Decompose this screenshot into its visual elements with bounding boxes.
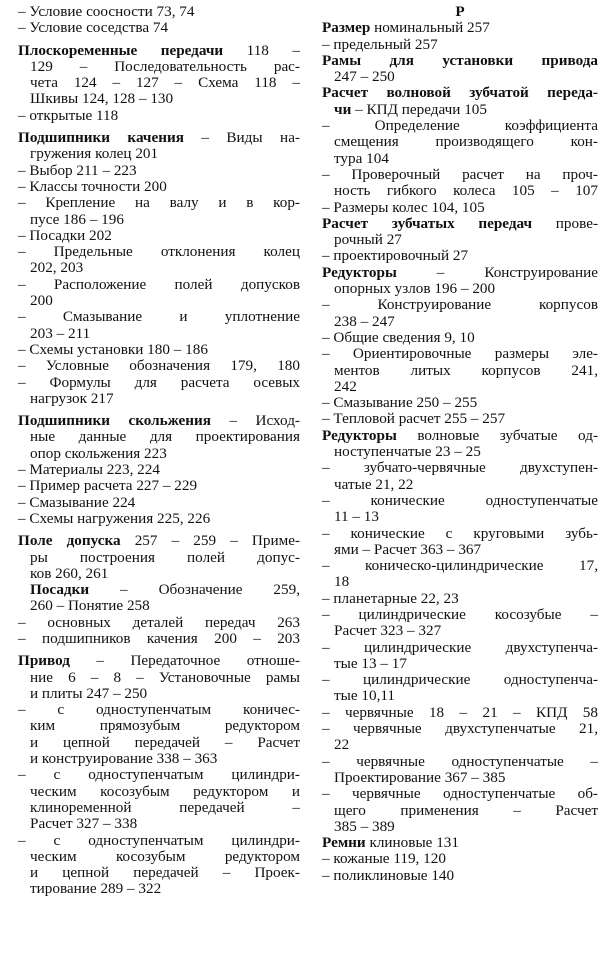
index-line [322, 656, 598, 672]
index-entry-text: – цилиндрические одноступенча- [322, 672, 598, 689]
index-entry-text: – Виды на- [183, 130, 300, 147]
index-entry-text: – с одноступенчатым коничес- [18, 702, 300, 719]
index-line [322, 460, 598, 476]
index-entry-text: 247 – 250 [334, 69, 395, 86]
index-line [322, 786, 598, 802]
index-line [18, 751, 300, 767]
index-entry-text: Проектирование 367 – 385 [334, 769, 506, 786]
index-line [18, 533, 300, 549]
index-heading-term: Плоскоременные передачи [18, 42, 224, 59]
index-entry-text: – конические с круговыми зубь- [322, 525, 598, 542]
index-entry-text: 257 – 259 – Приме- [120, 533, 300, 550]
index-column-right [322, 4, 598, 884]
index-entry-text: – Тепловой расчет 255 – 257 [322, 411, 506, 428]
index-line [322, 151, 598, 167]
index-heading-term: Подшипники качения [18, 130, 184, 147]
index-entry-text: клиноременной передачей – [30, 799, 300, 816]
index-line [18, 511, 300, 527]
index-entry-text: 202, 203 [30, 260, 84, 277]
index-entry-text: 18 [334, 574, 350, 591]
index-line [18, 293, 300, 309]
index-line [18, 179, 300, 195]
index-entry-text: – проектировочный 27 [322, 248, 469, 265]
index-entry-text: клиновые 131 [365, 835, 459, 852]
index-entry-text: – Обозначение 259, [89, 582, 300, 599]
index-entry-text: и плиты 247 – 250 [30, 685, 148, 702]
index-line [322, 574, 598, 590]
index-entry-text: – Проверочный расчет на проч- [322, 166, 598, 183]
index-line [18, 849, 300, 865]
index-entry-text: – кожаные 119, 120 [322, 851, 446, 868]
index-line [18, 550, 300, 566]
index-entry-text: нагрузок 217 [30, 390, 114, 407]
index-entry-text: 11 – 13 [334, 509, 379, 526]
index-entry-text: ность гибкого колеса 105 – 107 [334, 183, 598, 200]
index-line [18, 462, 300, 478]
index-heading-term: Подшипники скольжения [18, 413, 211, 430]
index-entry-text: – червячные 18 – 21 – КПД 58 [322, 704, 598, 721]
index-line [322, 346, 598, 362]
index-line [322, 216, 598, 232]
index-entry-text: ноступенчатые 23 – 25 [334, 444, 481, 461]
index-heading-term: чи [334, 101, 352, 118]
index-line [18, 212, 300, 228]
index-line [18, 653, 300, 669]
index-line [18, 686, 300, 702]
index-entry-text: – Размеры колес 104, 105 [322, 199, 485, 216]
index-entry-text: – Пример расчета 227 – 229 [18, 478, 198, 495]
index-line [322, 509, 598, 525]
index-line [322, 672, 598, 688]
index-line [18, 702, 300, 718]
index-line [322, 248, 598, 264]
index-entry-text: – Крепление на валу и в кор- [18, 195, 300, 212]
index-entry-text: – Условие соосности 73, 74 [18, 4, 195, 20]
index-line [322, 232, 598, 248]
index-line [322, 737, 598, 753]
index-entry-text: номинальный 257 [370, 20, 490, 37]
index-entry-text: – конические одноступенчатые [322, 492, 598, 509]
index-line [18, 163, 300, 179]
index-line [18, 446, 300, 462]
index-entry-text: чета 124 – 127 – Схема 118 – [30, 75, 300, 92]
index-entry-text: – открытые 118 [18, 107, 119, 124]
index-line [18, 816, 300, 832]
index-line [18, 495, 300, 511]
index-line [18, 195, 300, 211]
index-entry-text: 129 – Последовательность рас- [30, 58, 300, 75]
index-line [322, 281, 598, 297]
index-entry-text: ментов литых корпусов 241, [334, 362, 598, 379]
index-entry-text: ким прямозубым редуктором [30, 718, 300, 735]
index-entry-text: щего применения – Расчет [334, 802, 598, 819]
index-line [322, 69, 598, 85]
index-line [322, 493, 598, 509]
index-entry-text: прове- [532, 215, 598, 232]
index-entry-text: Расчет 327 – 338 [30, 816, 138, 833]
index-entry-text: – с одноступенчатым цилиндри- [18, 832, 300, 849]
index-line [18, 718, 300, 734]
index-line [322, 363, 598, 379]
index-entry-text: – Смазывание 224 [18, 494, 136, 511]
index-line [322, 297, 598, 313]
index-entry-text: ние 6 – 8 – Установочные рамы [30, 669, 300, 686]
index-line [18, 767, 300, 783]
index-line [18, 615, 300, 631]
index-line [18, 881, 300, 897]
index-entry-text: – Классы точности 200 [18, 178, 167, 195]
index-line [18, 358, 300, 374]
index-entry-text: 200 [30, 293, 53, 310]
index-line [322, 330, 598, 346]
index-entry-text: – поликлиновые 140 [322, 867, 455, 884]
index-heading-term: Привод [18, 653, 70, 670]
index-entry-text: опор скольжения 223 [30, 445, 167, 462]
index-entry-text: ческим косозубым редуктором [30, 848, 300, 865]
index-entry-text: – червячные двухступенчатые 21, [322, 721, 598, 738]
index-line [18, 244, 300, 260]
index-line [322, 803, 598, 819]
index-entry-text: Расчет 323 – 327 [334, 623, 442, 640]
index-line [322, 53, 598, 69]
index-line [18, 670, 300, 686]
index-line [322, 411, 598, 427]
index-entry-text: – червячные одноступенчатые об- [322, 786, 598, 803]
index-line [18, 631, 300, 647]
index-entry-text: и цепной передачей – Расчет [30, 734, 300, 751]
index-line [18, 260, 300, 276]
index-entry-text: 242 [334, 378, 357, 395]
index-entry-text: – зубчато-червячные двухступен- [322, 460, 598, 477]
index-entry-text: – Смазывание и уплотнение [18, 309, 300, 326]
index-line [18, 108, 300, 124]
index-entry-text: – Исход- [210, 413, 300, 430]
index-line [322, 607, 598, 623]
index-line [18, 91, 300, 107]
index-entry-text: гружения колец 201 [30, 146, 159, 163]
index-heading-term: Ремни [322, 835, 366, 852]
index-line [18, 228, 300, 244]
index-line [322, 85, 598, 101]
index-heading-term: Расчет зубчатых передач [322, 215, 533, 232]
index-entry-text: ные данные для проектирования [30, 429, 300, 446]
index-line [18, 429, 300, 445]
index-entry-text: 385 – 389 [334, 818, 395, 835]
index-entry-text: волновые зубчатые од- [396, 427, 598, 444]
index-line [322, 20, 598, 36]
index-entry-text: – Конструирование [396, 264, 598, 281]
index-line [18, 4, 300, 20]
index-entry-text: – подшипников качения 200 – 203 [18, 630, 300, 647]
index-line [322, 835, 598, 851]
index-entry-text: – Схемы нагружения 225, 226 [18, 510, 211, 527]
index-entry-text: пусе 186 – 196 [30, 211, 124, 228]
index-entry-text: – предельный 257 [322, 36, 438, 53]
index-line [322, 819, 598, 835]
index-entry-text: – Выбор 211 – 223 [18, 162, 137, 179]
index-entry-text: тые 10,11 [334, 688, 395, 705]
index-line [322, 428, 598, 444]
index-entry-text: – Ориентировочные размеры эле- [322, 346, 598, 363]
index-entry-text: и конструирование 338 – 363 [30, 751, 218, 768]
index-entry-text: – КПД передачи 105 [351, 101, 487, 118]
index-entry-text: – Определение коэффициента [322, 118, 598, 135]
index-line [322, 623, 598, 639]
index-entry-text: 260 – Понятие 258 [30, 598, 150, 615]
index-line [18, 75, 300, 91]
index-entry-text: – Схемы установки 180 – 186 [18, 341, 208, 358]
index-entry-text: опорных узлов 196 – 200 [334, 281, 496, 298]
index-line [18, 342, 300, 358]
index-line [18, 413, 300, 429]
index-line [322, 591, 598, 607]
index-entry-text: тирование 289 – 322 [30, 881, 162, 898]
index-line [18, 146, 300, 162]
index-line [322, 526, 598, 542]
index-entry-text: – Посадки 202 [18, 227, 112, 244]
index-heading-term: Редукторы [322, 264, 397, 281]
index-line [18, 375, 300, 391]
index-entry-text: – Формулы для расчета осевых [18, 374, 300, 391]
index-entry-text: – Условные обозначения 179, 180 [18, 358, 300, 375]
index-column-right-entries [322, 20, 598, 884]
index-entry-text: – коническо-цилиндрические 17, [322, 558, 598, 575]
index-line [18, 833, 300, 849]
index-line [18, 784, 300, 800]
index-line [18, 309, 300, 325]
index-entry-text: и цепной передачей – Проек- [30, 865, 300, 882]
index-line [322, 542, 598, 558]
index-heading-term: Редукторы [322, 427, 397, 444]
index-line [18, 582, 300, 598]
index-line [322, 314, 598, 330]
index-line [322, 183, 598, 199]
index-line [322, 640, 598, 656]
index-line [18, 43, 300, 59]
index-entry-text: 22 [334, 737, 350, 754]
index-line [322, 688, 598, 704]
index-line [322, 200, 598, 216]
index-entry-text: – планетарные 22, 23 [322, 590, 459, 607]
index-heading-term: Рамы для установки привода [322, 52, 598, 69]
index-entry-text: – основных деталей передач 263 [18, 614, 300, 631]
index-line [322, 705, 598, 721]
index-line [18, 326, 300, 342]
index-entry-text: ями – Расчет 363 – 367 [334, 541, 482, 558]
index-line [18, 566, 300, 582]
index-line [18, 735, 300, 751]
index-line [18, 277, 300, 293]
index-entry-text: – цилиндрические двухступенча- [322, 639, 598, 656]
index-entry-text: ры построения полей допус- [30, 549, 300, 566]
index-line [18, 800, 300, 816]
index-line [18, 391, 300, 407]
index-line [18, 59, 300, 75]
index-line [322, 134, 598, 150]
index-line [322, 558, 598, 574]
index-line [322, 721, 598, 737]
index-line [322, 868, 598, 884]
index-entry-text: – Расположение полей допусков [18, 276, 300, 293]
index-entry-text: – Материалы 223, 224 [18, 462, 160, 479]
index-line [322, 851, 598, 867]
index-line [322, 379, 598, 395]
index-entry-text: смещения производящего кон- [334, 134, 598, 151]
index-entry-text: Шкивы 124, 128 – 130 [30, 91, 174, 108]
index-entry-text: – с одноступенчатым цилиндри- [18, 767, 300, 784]
index-line [322, 167, 598, 183]
index-entry-text: – Общие сведения 9, 10 [322, 329, 475, 346]
index-entry-text: 118 – [223, 42, 300, 59]
index-line [322, 444, 598, 460]
index-entry-text: рочный 27 [334, 232, 402, 249]
index-line [322, 37, 598, 53]
section-letter: Р [455, 4, 465, 20]
index-heading-term: Расчет волновой зубчатой переда- [322, 85, 598, 102]
index-entry-text: – Смазывание 250 – 255 [322, 395, 478, 412]
index-line [322, 265, 598, 281]
index-entry-text: ков 260, 261 [30, 565, 109, 582]
index-entry-text: 203 – 211 [30, 325, 91, 342]
index-line [18, 598, 300, 614]
index-entry-text: ческим косозубым редуктором и [30, 783, 300, 800]
index-column-left [18, 4, 300, 898]
index-line [18, 478, 300, 494]
index-entry-text: чатые 21, 22 [334, 476, 414, 493]
index-heading-term: Размер [322, 20, 371, 37]
index-line [322, 102, 598, 118]
index-heading-term: Посадки [30, 582, 90, 599]
index-entry-text: – червячные одноступенчатые – [322, 753, 598, 770]
index-heading-term: Поле допуска [18, 533, 121, 550]
index-line [322, 477, 598, 493]
index-entry-text: 238 – 247 [334, 313, 395, 330]
index-line [18, 130, 300, 146]
index-entry-text: – Конструирование корпусов [322, 297, 598, 314]
index-line [18, 865, 300, 881]
index-line [322, 395, 598, 411]
index-line [322, 118, 598, 134]
index-line [322, 770, 598, 786]
index-entry-text: тура 104 [334, 150, 389, 167]
index-entry-text: – цилиндрические косозубые – [322, 606, 598, 623]
index-line [18, 20, 300, 36]
index-entry-text: тые 13 – 17 [334, 655, 407, 672]
index-entry-text: – Передаточное отноше- [69, 653, 300, 670]
index-entry-text: – Предельные отклонения колец [18, 244, 300, 261]
index-line [322, 754, 598, 770]
index-entry-text: – Условие соседства 74 [18, 20, 169, 37]
